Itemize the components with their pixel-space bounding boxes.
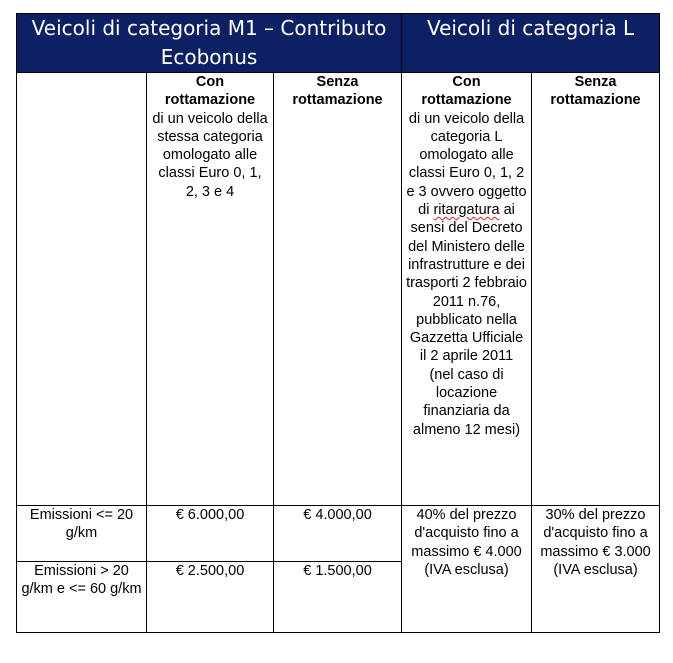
ecobonus-table bbox=[16, 13, 660, 633]
m1-con-description: di un veicolo della stessa categoria omologato alle classi Euro 0, 1, 2, 3 e 4 bbox=[152, 110, 268, 200]
m1-senza-rottamazione-cell bbox=[274, 73, 402, 506]
l-con-description-start: di un veicolo della categoria L omologato alle classi Euro 0, 1, 2 e 3 ovvero oggetto di bbox=[406, 110, 527, 219]
empty-corner-cell bbox=[17, 73, 147, 506]
l-senza-label: Senza rottamazione bbox=[550, 74, 641, 109]
m1-con-label: Con rottamazione bbox=[164, 74, 256, 109]
spellcheck-flagged-word: ritargatura bbox=[433, 202, 500, 219]
row-label: Emissioni > 20 g/km e <= 60 g/km bbox=[17, 562, 147, 633]
m1-con-value: € 2.500,00 bbox=[147, 562, 274, 633]
l-senza-rottamazione-cell bbox=[532, 73, 660, 506]
m1-senza-label: Senza rottamazione bbox=[292, 74, 383, 109]
l-con-description-end: ai sensi del Decreto del Ministero delle infrastrutture e dei trasporti 2 febbraio 2011 n.76, pubblicato nella Gazzetta Ufficiale il 2 aprile 2011 (nel caso di locazione finanziaria da almeno 12 mesi) bbox=[406, 202, 527, 438]
m1-con-value: € 6.000,00 bbox=[147, 506, 274, 562]
l-con-value: 40% del prezzo d'acquisto fino a massimo € 4.000 (IVA esclusa) bbox=[402, 506, 532, 633]
l-header: Veicoli di categoria L bbox=[402, 14, 660, 73]
l-con-label: Con rottamazione bbox=[421, 74, 512, 109]
m1-senza-value: € 4.000,00 bbox=[274, 506, 402, 562]
row-label: Emissioni <= 20 g/km bbox=[17, 506, 147, 562]
subheader-row bbox=[17, 73, 660, 506]
m1-header: Veicoli di categoria M1 – Contributo Ecobonus bbox=[17, 14, 402, 73]
header-row bbox=[17, 14, 660, 73]
table-row bbox=[17, 506, 660, 562]
l-con-rottamazione-cell bbox=[402, 73, 532, 506]
l-con-description bbox=[406, 110, 527, 439]
m1-senza-value: € 1.500,00 bbox=[274, 562, 402, 633]
m1-con-rottamazione-cell bbox=[147, 73, 274, 506]
l-senza-value: 30% del prezzo d'acquisto fino a massimo € 3.000 (IVA esclusa) bbox=[532, 506, 660, 633]
